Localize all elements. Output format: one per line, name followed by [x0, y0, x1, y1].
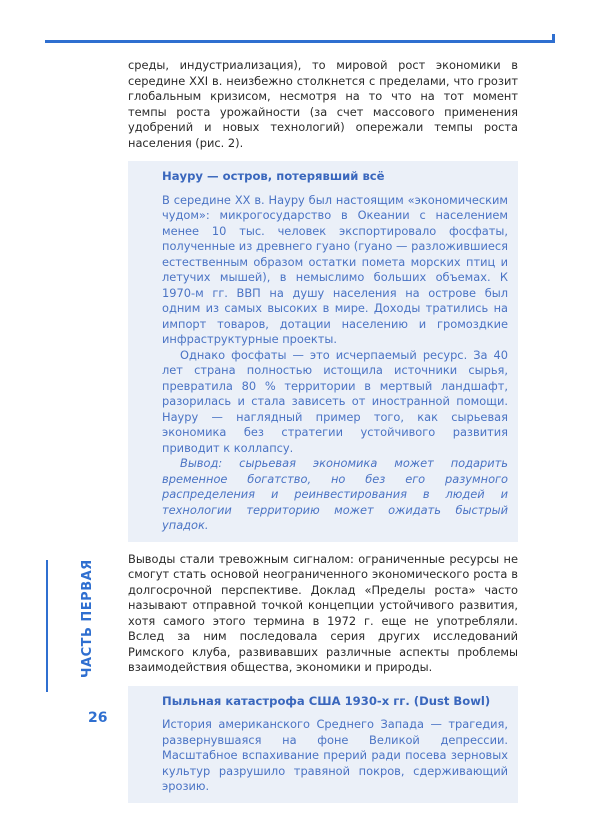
middle-paragraph: Выводы стали тревожным сигналом: ограниченные ресурсы не смогут стать основой неограниченного экономического роста в долгосрочной перспективе. Доклад «Пределы роста» часто называют отправной точкой концепции устойчивого развития, хотя самого этого термина в 1972 г. еще не употребляли. Вслед за ним последовала серия других исследований Римского клуба, развивавших различные аспекты проблемы взаимодействия общества, экономики и природы. — [128, 551, 518, 674]
box-conclusion: Вывод: сырьевая экономика может подарить временное богатство, но без его разумного распределения и реинвестирования в людей и технологии территорию может ожидать быстрый упадок. — [162, 456, 508, 532]
section-label: ЧАСТЬ ПЕРВАЯ — [80, 559, 95, 678]
box-title-dustbowl: Пыльная катастрофа США 1930-х гг. (Dust Bowl) — [162, 693, 491, 708]
top-rule — [45, 40, 555, 43]
box-paragraph-1: В середине XX в. Науру был настоящим «экономическим чудом»: микрогосударство в Океании с населением менее 10 тыс. человек экспортировало фосфаты, полученные из древнего гуано (гуано — разложившиеся естественным образом остатки помета морских птиц и летучих мышей), в немыслимо больших объемах. К 1970-м гг. ВВП на душу населения на острове был одним из самых высоких в мире. Доходы тратились на импорт товаров, дотации населению и громоздкие инфраструктурные проекты. — [162, 192, 508, 346]
sidebar-box-nauru — [128, 161, 518, 542]
sidebar-box-dustbowl — [128, 686, 518, 803]
box-title-nauru: Науру — остров, потерявший всё — [162, 169, 385, 183]
page-number: 26 — [88, 710, 108, 726]
box-paragraph-dustbowl: История американского Среднего Запада — трагедия, развернувшаяся на фоне Великой депрессии. Масштабное вспахивание прерий ради посева зерновых культур разрушило травяной покров, сдерживающий эрозию. — [162, 717, 508, 793]
intro-paragraph: среды, индустриализация), то мировой рост экономики в середине XXI в. неизбежно столкнется с пределами, что грозит глобальным кризисом, несмотря на то что на тот момент темпы роста урожайности (за счет массового применения удобрений и новых технологий) опережали темпы роста населения (рис. 2). — [128, 58, 518, 150]
box-paragraph-2: Однако фосфаты — это исчерпаемый ресурс. За 40 лет страна полностью истощила источники сырья, превратила 80 % территории в мертвый ландшафт, разорилась и стала зависеть от иностранной помощи. Науру — наглядный пример того, как сырьевая экономика без стратегии устойчивого развития приводит к коллапсу. — [162, 347, 508, 455]
top-rule-tick — [552, 34, 555, 42]
section-sidebar — [0, 560, 128, 750]
section-line — [46, 560, 48, 692]
page-content — [128, 58, 518, 813]
